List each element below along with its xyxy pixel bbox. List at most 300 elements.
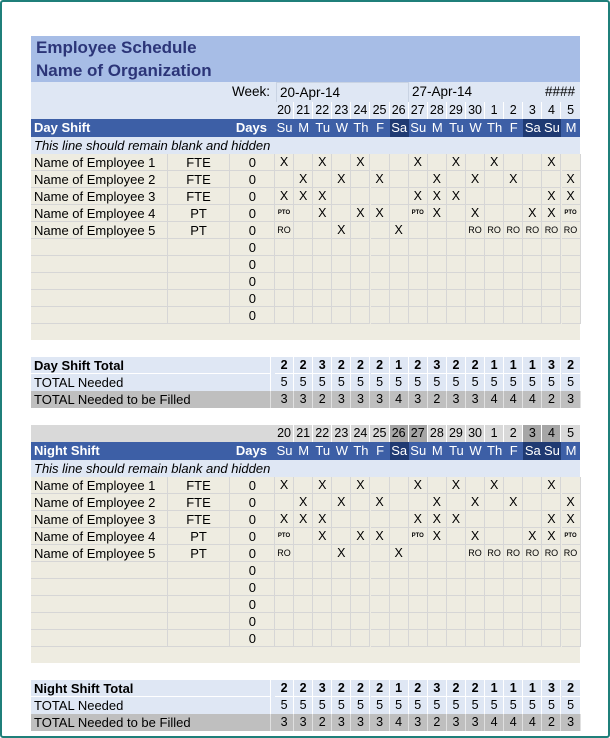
- shift-cell[interactable]: [371, 511, 390, 528]
- shift-cell[interactable]: [371, 545, 390, 562]
- shift-cell[interactable]: [294, 307, 313, 324]
- shift-cell[interactable]: [390, 188, 409, 205]
- total-needed-value[interactable]: 5: [542, 697, 561, 714]
- shift-cell[interactable]: [485, 188, 504, 205]
- shift-cell[interactable]: [294, 222, 313, 239]
- shift-cell[interactable]: [313, 290, 332, 307]
- employment-type[interactable]: [168, 307, 230, 324]
- shift-cell[interactable]: [313, 545, 332, 562]
- shift-cell[interactable]: [390, 256, 409, 273]
- shift-cell[interactable]: [466, 613, 485, 630]
- shift-cell[interactable]: [542, 562, 561, 579]
- employment-type[interactable]: FTE: [168, 477, 230, 494]
- shift-cell[interactable]: [409, 171, 428, 188]
- shift-cell[interactable]: [523, 477, 542, 494]
- shift-cell[interactable]: [542, 273, 561, 290]
- shift-cell[interactable]: [428, 256, 447, 273]
- shift-cell[interactable]: [523, 273, 542, 290]
- shift-cell[interactable]: [504, 528, 523, 545]
- shift-cell[interactable]: [351, 562, 370, 579]
- shift-cell[interactable]: [485, 579, 504, 596]
- shift-cell[interactable]: X: [351, 154, 370, 171]
- shift-cell[interactable]: X: [390, 545, 409, 562]
- shift-cell[interactable]: [523, 256, 542, 273]
- shift-cell[interactable]: [562, 290, 581, 307]
- shift-cell[interactable]: [313, 613, 332, 630]
- shift-cell[interactable]: X: [447, 477, 466, 494]
- shift-cell[interactable]: [485, 171, 504, 188]
- shift-cell[interactable]: [523, 562, 542, 579]
- employee-name[interactable]: Name of Employee 2: [31, 171, 168, 188]
- shift-cell[interactable]: [485, 205, 504, 222]
- shift-cell[interactable]: [428, 477, 447, 494]
- shift-cell[interactable]: [294, 545, 313, 562]
- employment-type[interactable]: PT: [168, 205, 230, 222]
- shift-cell[interactable]: [504, 307, 523, 324]
- shift-cell[interactable]: [504, 290, 523, 307]
- shift-cell[interactable]: [447, 273, 466, 290]
- shift-cell[interactable]: [542, 613, 561, 630]
- shift-cell[interactable]: [466, 562, 485, 579]
- shift-cell[interactable]: X: [294, 171, 313, 188]
- shift-cell[interactable]: X: [313, 205, 332, 222]
- shift-cell[interactable]: [447, 290, 466, 307]
- total-needed-value[interactable]: 5: [332, 697, 351, 714]
- shift-cell[interactable]: RO: [523, 545, 542, 562]
- shift-cell[interactable]: [504, 477, 523, 494]
- employee-name[interactable]: [31, 562, 168, 579]
- shift-cell[interactable]: [332, 477, 351, 494]
- total-needed-value[interactable]: 5: [275, 697, 294, 714]
- shift-cell[interactable]: [294, 579, 313, 596]
- shift-cell[interactable]: [542, 494, 561, 511]
- shift-cell[interactable]: [390, 205, 409, 222]
- shift-cell[interactable]: [504, 205, 523, 222]
- shift-cell[interactable]: [409, 239, 428, 256]
- employment-type[interactable]: FTE: [168, 511, 230, 528]
- shift-cell[interactable]: [294, 562, 313, 579]
- shift-cell[interactable]: [504, 273, 523, 290]
- shift-cell[interactable]: [428, 579, 447, 596]
- employment-type[interactable]: [168, 273, 230, 290]
- shift-cell[interactable]: [447, 171, 466, 188]
- shift-cell[interactable]: [523, 154, 542, 171]
- shift-cell[interactable]: [523, 494, 542, 511]
- shift-cell[interactable]: RO: [504, 545, 523, 562]
- shift-cell[interactable]: X: [371, 494, 390, 511]
- shift-cell[interactable]: [523, 239, 542, 256]
- shift-cell[interactable]: [294, 154, 313, 171]
- employment-type[interactable]: FTE: [168, 188, 230, 205]
- total-needed-value[interactable]: 5: [562, 697, 581, 714]
- total-needed-value[interactable]: 5: [562, 374, 581, 391]
- shift-cell[interactable]: [351, 630, 370, 647]
- shift-cell[interactable]: [466, 239, 485, 256]
- shift-cell[interactable]: [294, 290, 313, 307]
- shift-cell[interactable]: X: [332, 171, 351, 188]
- shift-cell[interactable]: X: [428, 494, 447, 511]
- shift-cell[interactable]: PTO: [562, 528, 581, 545]
- shift-cell[interactable]: [390, 477, 409, 494]
- shift-cell[interactable]: [332, 205, 351, 222]
- employee-name[interactable]: Name of Employee 3: [31, 188, 168, 205]
- shift-cell[interactable]: [562, 273, 581, 290]
- shift-cell[interactable]: X: [294, 188, 313, 205]
- shift-cell[interactable]: [485, 562, 504, 579]
- shift-cell[interactable]: X: [390, 222, 409, 239]
- shift-cell[interactable]: X: [275, 154, 294, 171]
- shift-cell[interactable]: [371, 188, 390, 205]
- shift-cell[interactable]: [485, 239, 504, 256]
- shift-cell[interactable]: X: [504, 171, 523, 188]
- shift-cell[interactable]: X: [428, 171, 447, 188]
- shift-cell[interactable]: [409, 545, 428, 562]
- total-needed-value[interactable]: 5: [351, 374, 370, 391]
- shift-cell[interactable]: [504, 154, 523, 171]
- shift-cell[interactable]: [332, 188, 351, 205]
- total-needed-value[interactable]: 5: [447, 697, 466, 714]
- shift-cell[interactable]: X: [447, 188, 466, 205]
- shift-cell[interactable]: X: [371, 205, 390, 222]
- shift-cell[interactable]: [562, 239, 581, 256]
- shift-cell[interactable]: [294, 239, 313, 256]
- shift-cell[interactable]: [351, 494, 370, 511]
- total-needed-value[interactable]: 5: [332, 374, 351, 391]
- shift-cell[interactable]: X: [466, 171, 485, 188]
- shift-cell[interactable]: [313, 273, 332, 290]
- shift-cell[interactable]: [351, 290, 370, 307]
- shift-cell[interactable]: [313, 222, 332, 239]
- employee-name[interactable]: [31, 596, 168, 613]
- shift-cell[interactable]: [428, 545, 447, 562]
- shift-cell[interactable]: [294, 630, 313, 647]
- shift-cell[interactable]: [275, 290, 294, 307]
- shift-cell[interactable]: [485, 596, 504, 613]
- employment-type[interactable]: PT: [168, 545, 230, 562]
- shift-cell[interactable]: [332, 273, 351, 290]
- shift-cell[interactable]: [447, 528, 466, 545]
- shift-cell[interactable]: [466, 307, 485, 324]
- shift-cell[interactable]: [504, 239, 523, 256]
- shift-cell[interactable]: [428, 613, 447, 630]
- shift-cell[interactable]: X: [428, 511, 447, 528]
- shift-cell[interactable]: [466, 290, 485, 307]
- shift-cell[interactable]: X: [371, 528, 390, 545]
- total-needed-value[interactable]: 5: [313, 374, 332, 391]
- shift-cell[interactable]: [504, 579, 523, 596]
- total-needed-value[interactable]: 5: [313, 697, 332, 714]
- shift-cell[interactable]: X: [542, 511, 561, 528]
- shift-cell[interactable]: [371, 239, 390, 256]
- shift-cell[interactable]: [428, 154, 447, 171]
- shift-cell[interactable]: [428, 596, 447, 613]
- employee-name[interactable]: Name of Employee 4: [31, 528, 168, 545]
- employment-type[interactable]: FTE: [168, 494, 230, 511]
- shift-cell[interactable]: RO: [485, 545, 504, 562]
- shift-cell[interactable]: RO: [542, 222, 561, 239]
- shift-cell[interactable]: [275, 630, 294, 647]
- shift-cell[interactable]: [504, 613, 523, 630]
- shift-cell[interactable]: X: [351, 528, 370, 545]
- shift-cell[interactable]: [351, 596, 370, 613]
- shift-cell[interactable]: X: [351, 205, 370, 222]
- shift-cell[interactable]: [523, 511, 542, 528]
- shift-cell[interactable]: [332, 290, 351, 307]
- shift-cell[interactable]: [562, 307, 581, 324]
- total-needed-value[interactable]: 5: [485, 697, 504, 714]
- shift-cell[interactable]: [332, 528, 351, 545]
- shift-cell[interactable]: [523, 290, 542, 307]
- shift-cell[interactable]: RO: [523, 222, 542, 239]
- shift-cell[interactable]: [351, 239, 370, 256]
- shift-cell[interactable]: [466, 256, 485, 273]
- shift-cell[interactable]: X: [542, 477, 561, 494]
- employee-name[interactable]: [31, 239, 168, 256]
- shift-cell[interactable]: [447, 613, 466, 630]
- shift-cell[interactable]: X: [542, 528, 561, 545]
- shift-cell[interactable]: [428, 273, 447, 290]
- shift-cell[interactable]: X: [428, 528, 447, 545]
- shift-cell[interactable]: [371, 477, 390, 494]
- total-needed-value[interactable]: 5: [485, 374, 504, 391]
- shift-cell[interactable]: X: [313, 528, 332, 545]
- shift-cell[interactable]: [351, 579, 370, 596]
- total-needed-value[interactable]: 5: [390, 697, 409, 714]
- shift-cell[interactable]: [275, 596, 294, 613]
- shift-cell[interactable]: [390, 171, 409, 188]
- shift-cell[interactable]: [332, 256, 351, 273]
- shift-cell[interactable]: X: [275, 477, 294, 494]
- shift-cell[interactable]: [332, 579, 351, 596]
- shift-cell[interactable]: X: [371, 171, 390, 188]
- shift-cell[interactable]: [485, 528, 504, 545]
- shift-cell[interactable]: X: [275, 188, 294, 205]
- total-needed-value[interactable]: 5: [466, 374, 485, 391]
- shift-cell[interactable]: [428, 307, 447, 324]
- shift-cell[interactable]: [390, 307, 409, 324]
- shift-cell[interactable]: [371, 579, 390, 596]
- shift-cell[interactable]: [294, 528, 313, 545]
- shift-cell[interactable]: [523, 630, 542, 647]
- shift-cell[interactable]: [332, 307, 351, 324]
- shift-cell[interactable]: PTO: [409, 528, 428, 545]
- total-needed-value[interactable]: 5: [371, 697, 390, 714]
- total-needed-value[interactable]: 5: [409, 374, 428, 391]
- shift-cell[interactable]: RO: [542, 545, 561, 562]
- shift-cell[interactable]: [447, 239, 466, 256]
- shift-cell[interactable]: [313, 596, 332, 613]
- shift-cell[interactable]: [542, 596, 561, 613]
- shift-cell[interactable]: [313, 630, 332, 647]
- shift-cell[interactable]: [390, 511, 409, 528]
- shift-cell[interactable]: X: [428, 188, 447, 205]
- shift-cell[interactable]: [371, 273, 390, 290]
- shift-cell[interactable]: [542, 239, 561, 256]
- employment-type[interactable]: FTE: [168, 154, 230, 171]
- shift-cell[interactable]: [447, 545, 466, 562]
- shift-cell[interactable]: X: [409, 154, 428, 171]
- shift-cell[interactable]: [275, 494, 294, 511]
- employment-type[interactable]: [168, 290, 230, 307]
- total-needed-value[interactable]: 5: [390, 374, 409, 391]
- employee-name[interactable]: [31, 273, 168, 290]
- shift-cell[interactable]: [562, 256, 581, 273]
- shift-cell[interactable]: X: [409, 511, 428, 528]
- week-start-input[interactable]: 20-Apr-14: [276, 82, 409, 103]
- shift-cell[interactable]: [409, 579, 428, 596]
- shift-cell[interactable]: [294, 205, 313, 222]
- employment-type[interactable]: [168, 562, 230, 579]
- shift-cell[interactable]: [485, 630, 504, 647]
- employee-name[interactable]: [31, 290, 168, 307]
- shift-cell[interactable]: [351, 545, 370, 562]
- shift-cell[interactable]: [351, 613, 370, 630]
- shift-cell[interactable]: [466, 154, 485, 171]
- shift-cell[interactable]: X: [313, 477, 332, 494]
- shift-cell[interactable]: X: [332, 222, 351, 239]
- shift-cell[interactable]: X: [542, 205, 561, 222]
- shift-cell[interactable]: X: [523, 205, 542, 222]
- shift-cell[interactable]: X: [447, 511, 466, 528]
- employment-type[interactable]: FTE: [168, 171, 230, 188]
- shift-cell[interactable]: [409, 494, 428, 511]
- shift-cell[interactable]: [313, 494, 332, 511]
- shift-cell[interactable]: [409, 630, 428, 647]
- shift-cell[interactable]: [428, 222, 447, 239]
- shift-cell[interactable]: [332, 562, 351, 579]
- shift-cell[interactable]: [523, 596, 542, 613]
- shift-cell[interactable]: X: [313, 511, 332, 528]
- employee-name[interactable]: Name of Employee 2: [31, 494, 168, 511]
- shift-cell[interactable]: RO: [562, 545, 581, 562]
- shift-cell[interactable]: [523, 613, 542, 630]
- shift-cell[interactable]: [275, 562, 294, 579]
- shift-cell[interactable]: [332, 511, 351, 528]
- shift-cell[interactable]: [485, 256, 504, 273]
- shift-cell[interactable]: [466, 477, 485, 494]
- shift-cell[interactable]: [466, 273, 485, 290]
- shift-cell[interactable]: X: [466, 494, 485, 511]
- shift-cell[interactable]: X: [351, 477, 370, 494]
- shift-cell[interactable]: X: [428, 205, 447, 222]
- shift-cell[interactable]: [390, 290, 409, 307]
- shift-cell[interactable]: [294, 273, 313, 290]
- shift-cell[interactable]: [562, 562, 581, 579]
- shift-cell[interactable]: [542, 630, 561, 647]
- shift-cell[interactable]: [371, 154, 390, 171]
- shift-cell[interactable]: [562, 579, 581, 596]
- shift-cell[interactable]: [371, 222, 390, 239]
- shift-cell[interactable]: PTO: [562, 205, 581, 222]
- shift-cell[interactable]: [409, 596, 428, 613]
- employment-type[interactable]: [168, 256, 230, 273]
- shift-cell[interactable]: RO: [485, 222, 504, 239]
- employee-name[interactable]: Name of Employee 5: [31, 222, 168, 239]
- shift-cell[interactable]: [428, 239, 447, 256]
- employee-name[interactable]: Name of Employee 1: [31, 477, 168, 494]
- shift-cell[interactable]: [332, 154, 351, 171]
- shift-cell[interactable]: [523, 579, 542, 596]
- shift-cell[interactable]: [466, 596, 485, 613]
- shift-cell[interactable]: [275, 307, 294, 324]
- total-needed-value[interactable]: 5: [428, 374, 447, 391]
- shift-cell[interactable]: [542, 579, 561, 596]
- shift-cell[interactable]: [447, 562, 466, 579]
- shift-cell[interactable]: [390, 562, 409, 579]
- shift-cell[interactable]: RO: [562, 222, 581, 239]
- shift-cell[interactable]: RO: [466, 545, 485, 562]
- shift-cell[interactable]: [390, 239, 409, 256]
- shift-cell[interactable]: [390, 630, 409, 647]
- shift-cell[interactable]: [351, 222, 370, 239]
- shift-cell[interactable]: [371, 256, 390, 273]
- shift-cell[interactable]: [371, 596, 390, 613]
- shift-cell[interactable]: X: [485, 477, 504, 494]
- shift-cell[interactable]: X: [294, 511, 313, 528]
- shift-cell[interactable]: [504, 562, 523, 579]
- shift-cell[interactable]: [294, 477, 313, 494]
- shift-cell[interactable]: [523, 188, 542, 205]
- shift-cell[interactable]: [275, 256, 294, 273]
- shift-cell[interactable]: [371, 290, 390, 307]
- employee-name[interactable]: [31, 256, 168, 273]
- shift-cell[interactable]: [562, 630, 581, 647]
- shift-cell[interactable]: [447, 579, 466, 596]
- shift-cell[interactable]: [332, 596, 351, 613]
- total-needed-value[interactable]: 5: [523, 697, 542, 714]
- shift-cell[interactable]: [562, 596, 581, 613]
- shift-cell[interactable]: [409, 222, 428, 239]
- shift-cell[interactable]: X: [447, 154, 466, 171]
- employee-name[interactable]: Name of Employee 5: [31, 545, 168, 562]
- total-needed-value[interactable]: 5: [542, 374, 561, 391]
- shift-cell[interactable]: [447, 494, 466, 511]
- shift-cell[interactable]: RO: [275, 545, 294, 562]
- shift-cell[interactable]: [390, 273, 409, 290]
- employee-name[interactable]: Name of Employee 1: [31, 154, 168, 171]
- employee-name[interactable]: [31, 613, 168, 630]
- shift-cell[interactable]: [332, 613, 351, 630]
- shift-cell[interactable]: PTO: [409, 205, 428, 222]
- shift-cell[interactable]: [447, 256, 466, 273]
- employment-type[interactable]: [168, 596, 230, 613]
- total-needed-value[interactable]: 5: [371, 374, 390, 391]
- shift-cell[interactable]: X: [466, 528, 485, 545]
- shift-cell[interactable]: [390, 596, 409, 613]
- shift-cell[interactable]: X: [542, 154, 561, 171]
- shift-cell[interactable]: [275, 171, 294, 188]
- employment-type[interactable]: [168, 630, 230, 647]
- shift-cell[interactable]: [351, 273, 370, 290]
- shift-cell[interactable]: [371, 613, 390, 630]
- shift-cell[interactable]: [313, 579, 332, 596]
- shift-cell[interactable]: X: [523, 528, 542, 545]
- employment-type[interactable]: [168, 613, 230, 630]
- shift-cell[interactable]: RO: [275, 222, 294, 239]
- shift-cell[interactable]: X: [313, 188, 332, 205]
- total-needed-value[interactable]: 5: [447, 374, 466, 391]
- shift-cell[interactable]: [409, 273, 428, 290]
- shift-cell[interactable]: [485, 273, 504, 290]
- shift-cell[interactable]: [351, 511, 370, 528]
- shift-cell[interactable]: [294, 256, 313, 273]
- shift-cell[interactable]: [447, 596, 466, 613]
- shift-cell[interactable]: [313, 562, 332, 579]
- shift-cell[interactable]: X: [542, 188, 561, 205]
- shift-cell[interactable]: [485, 494, 504, 511]
- total-needed-value[interactable]: 5: [428, 697, 447, 714]
- total-needed-value[interactable]: 5: [523, 374, 542, 391]
